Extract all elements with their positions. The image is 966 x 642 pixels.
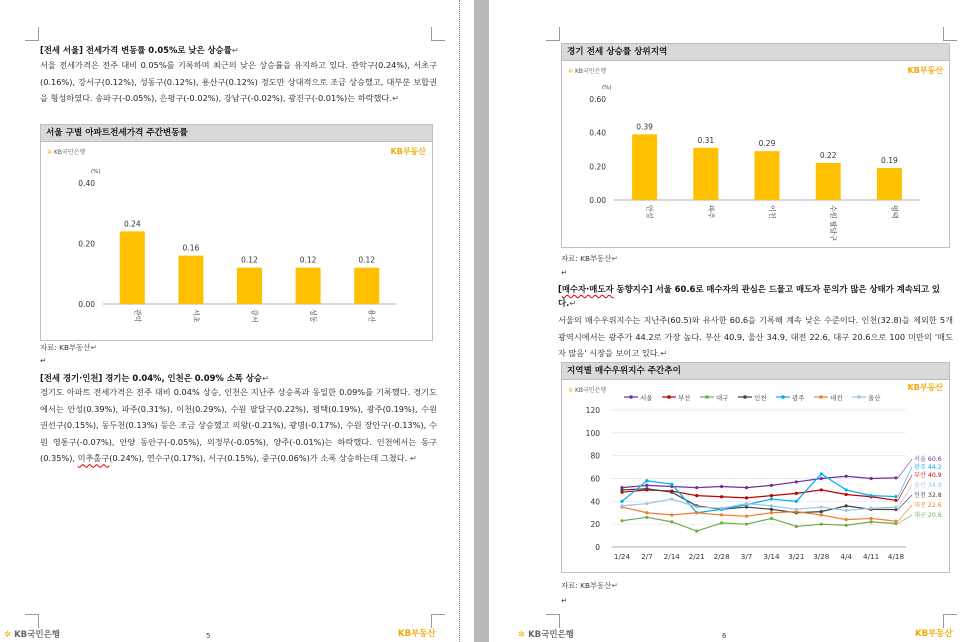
data-point (869, 494, 872, 497)
data-point (820, 513, 823, 516)
bar (354, 268, 379, 304)
section-heading-gyeonggi-incheon: [전세 경기·인천] 경기는 0.04%, 인천은 0.09% 소폭 상승↵ (40, 373, 270, 383)
bar-chart-gyeonggi (562, 62, 951, 248)
data-point (620, 504, 623, 507)
legend-marker (705, 395, 709, 399)
data-label: 0.12 (299, 255, 317, 265)
data-point (645, 479, 648, 482)
y-tick-label: 0.20 (78, 239, 95, 249)
data-point (845, 488, 848, 491)
y-tick-label: 0.40 (589, 128, 606, 138)
paragraph-text: 서울의 매수우위지수는 지난주(60.5)와 유사한 60.6을 기록해 계속 낮은 수준이다. 인천(32.8)을 제외한 5개 광역시에서는 광주가 44.2로 가장 높다. 부산 40.9, 울산 34.9, 대전 22.6, 대구 20.6으로 100 미만의 '매도자 많음' 시장을 보이고 있다. (558, 315, 953, 359)
data-label: 0.12 (241, 255, 258, 265)
legend-label: 서울 (640, 394, 653, 402)
data-point (820, 523, 823, 526)
x-tick-label: 성동 (309, 309, 318, 323)
legend-marker (667, 395, 671, 399)
data-point (845, 524, 848, 527)
data-point (670, 520, 673, 523)
chart-source: 자료: KB부동산↵ (40, 343, 97, 352)
crop-mark (431, 614, 445, 628)
data-point (645, 511, 648, 514)
legend-marker (781, 395, 785, 399)
paragraph-text: 경기도 아파트 전세가격은 전주 대비 0.04% 상승, 인천은 지난주 상승폭과 동일한 0.09%를 기록했다. 경기도에서는 안성(0.39%), 파주(0.31%), 이천(0.29%), 수원 팔달구(0.22%), 평택(0.19%), 광주(0.19%), 수원 권선구(0.15%), 동두천(0.13%) 등은 조금 상승했고 의왕(-0.21%), 광명(-0.17%), 수원 장안구(-0.13%), 수원 영통구(-0.07%), 안양 동안구(-0.05%), 의정부(-0.05%), 양주(-0.01%)는 하락했다. 인천에서는 동구(0.35%), (40, 387, 437, 464)
leader-line (898, 515, 912, 523)
kb-realestate-logo: KB부동산 (390, 147, 426, 156)
footer-kb-bank: ✲ KB국민은행 (518, 630, 575, 640)
x-tick-label: 파주 (706, 205, 715, 219)
data-point (770, 494, 773, 497)
data-point (645, 516, 648, 519)
y-tick-label: 0 (595, 543, 600, 552)
leader-line (898, 467, 912, 497)
paragraph-text: 서울 전세가격은 전주 대비 0.05%를 기록하며 최근의 낮은 상승률을 유지하고 있다. 관악구(0.24%), 서초구(0.16%), 강서구(0.12%), 성동구(0.12%), 용산구(0.12%) 정도만 상대적으로 조금 상승했고, 대부분 보합권을 형성하였다. 송파구(-0.05%), 은평구(-0.02%), 강남구(-0.02%), 광진구(-0.01%)는 하락했다. (40, 60, 437, 104)
y-tick-label: 60 (590, 474, 600, 484)
legend-label: 인천 (754, 394, 767, 402)
chart-box-seoul-gu (40, 124, 433, 341)
data-point (894, 476, 897, 479)
data-point (795, 480, 798, 483)
data-point (645, 484, 648, 487)
crop-mark (943, 614, 957, 628)
data-point (745, 502, 748, 505)
chart-source-text: 자료: KB부동산 (561, 254, 612, 263)
bar (755, 151, 780, 200)
series-end-label: 광주 44.2 (914, 464, 942, 471)
kb-realestate-logo: KB부동산 (907, 383, 943, 392)
spellcheck-word: 미추홀구 (77, 453, 110, 464)
data-point (770, 517, 773, 520)
data-point (670, 513, 673, 516)
legend-label: 대구 (716, 394, 729, 402)
data-point (695, 505, 698, 508)
y-axis-unit: (%) (91, 169, 101, 175)
y-tick-label: 80 (590, 451, 600, 461)
data-point (820, 472, 823, 475)
data-point (845, 493, 848, 496)
chart-title: 서울 구별 아파트전세가격 주간변동률 (41, 125, 432, 142)
crop-mark (546, 614, 560, 628)
y-tick-label: 0.20 (589, 162, 606, 172)
paragraph-gyeonggi-incheon: 경기도 아파트 전세가격은 전주 대비 0.04% 상승, 인천은 지난주 상승폭과 동일한 0.09%를 기록했다. 경기도에서는 안성(0.39%), 파주(0.31%), 이천(0.29%), 수원 팔달구(0.22%), 평택(0.19%), 광주(0.19%), 수원 권선구(0.15%), 동두천(0.13%) 등은 조금 상승했고 의왕(-0.21%), 광명(-0.17%), 수원 장안구(-0.13%), 수원 영통구(-0.07%), 안양 동안구(-0.05%), 의정부(-0.05%), 양주(-0.01%)는 하락했다. 인천에서는 동구(0.35%), 미추홀구(0.24%), 연수구(0.17%), 서구(0.15%), 중구(0.06%)가 소폭 상승하는데 그쳤다. ↵ (40, 387, 437, 464)
x-tick-label: 2/21 (688, 552, 705, 561)
x-tick-label: 안성 (645, 205, 654, 219)
x-tick-label: 1/24 (613, 552, 631, 561)
data-point (695, 511, 698, 514)
data-point (894, 520, 897, 523)
data-point (745, 486, 748, 489)
data-point (869, 477, 872, 480)
data-point (645, 502, 648, 505)
x-tick-label: 평택 (890, 205, 899, 219)
data-label: 0.39 (636, 122, 653, 132)
x-tick-label: 4/18 (887, 552, 905, 561)
data-point (795, 492, 798, 495)
data-point (820, 510, 823, 513)
data-point (770, 508, 773, 511)
x-tick-label: 4/11 (863, 552, 880, 561)
chart-source-text: 자료: KB부동산 (561, 581, 612, 590)
legend-marker (629, 395, 633, 399)
data-point (720, 495, 723, 498)
footer-kb-brand: KB부동산 (398, 629, 436, 639)
kb-realestate-logo: KB부동산 (907, 66, 943, 75)
y-tick-label: 0.60 (589, 95, 606, 104)
bar (237, 268, 262, 304)
data-point (720, 513, 723, 516)
data-point (670, 483, 673, 486)
kb-bank-logo: ✲ KB국민은행 (568, 387, 607, 394)
series-line (622, 476, 896, 487)
data-point (745, 496, 748, 499)
heading-prefix: [ (558, 284, 562, 294)
spellcheck-word: 매수자·매도자 (561, 284, 614, 294)
data-point (820, 488, 823, 491)
paragraph-mark: ↵ (561, 268, 568, 277)
y-tick-label: 40 (590, 497, 600, 507)
data-point (695, 494, 698, 497)
x-tick-label: 서초 (191, 309, 200, 323)
page-number: 5 (206, 632, 211, 640)
y-tick-label: 120 (585, 406, 600, 415)
data-point (869, 507, 872, 510)
paragraph-mark: ↵ (391, 93, 399, 104)
data-label: 0.29 (758, 139, 776, 149)
data-point (620, 488, 623, 491)
data-label: 0.31 (697, 135, 715, 145)
data-point (894, 495, 897, 498)
x-tick-label: 3/28 (813, 552, 830, 561)
heading-text: 동향지수] 서울 60.6로 매수자의 관심은 드물고 매도자 문의가 많은 상태가 계속되고 있다. (558, 284, 941, 308)
chart-title: 경기 전세 상승률 상위지역 (562, 44, 949, 61)
chart-source-text: 자료: KB부동산 (40, 343, 91, 352)
data-point (820, 505, 823, 508)
series-end-label: 대전 22.6 (914, 502, 942, 509)
bar (693, 148, 718, 200)
kb-bank-logo-text: KB국민은행 (574, 68, 607, 75)
paragraph-mark: ↵ (40, 356, 47, 365)
footer-kb-bank: ✲ KB국민은행 (4, 630, 61, 640)
data-point (770, 484, 773, 487)
crop-mark (943, 27, 957, 41)
x-tick-label: 2/7 (641, 552, 653, 561)
crop-mark (25, 27, 39, 41)
data-label: 0.24 (123, 219, 141, 229)
paragraph-seoul-jeonse (40, 57, 437, 107)
legend-label: 부산 (678, 394, 691, 402)
heading-text: [전세 경기·인천] 경기는 0.04%, 인천은 0.09% 소폭 상승 (40, 373, 262, 383)
bar-chart-seoul-gu (41, 143, 434, 341)
data-point (820, 477, 823, 480)
series-end-label: 부산 40.9 (914, 472, 942, 479)
x-tick-label: 강서 (250, 309, 259, 323)
page-break-line (459, 0, 460, 642)
chart-source: 자료: KB부동산↵ (561, 254, 618, 263)
series-end-label: 대구 20.6 (914, 512, 942, 519)
data-point (869, 517, 872, 520)
series-end-label: 인천 32.8 (914, 492, 942, 499)
x-tick-label: 3/21 (788, 552, 805, 561)
data-point (845, 504, 848, 507)
data-point (745, 515, 748, 518)
y-tick-label: 20 (590, 520, 600, 530)
bar (632, 134, 657, 200)
footer-kb-bank-text: KB국민은행 (528, 630, 575, 640)
bar (178, 256, 203, 304)
x-tick-label: 이천 (768, 205, 776, 219)
kb-bank-logo: ✲ KB국민은행 (47, 149, 86, 156)
chart-box-gyeonggi (561, 43, 950, 248)
data-point (795, 525, 798, 528)
x-tick-label: 관악 (133, 309, 142, 323)
chart-box-buyer-index (561, 362, 950, 573)
kb-bank-logo: ✲ KB국민은행 (568, 68, 607, 75)
section-heading-buyer-seller: [매수자·매도자 동향지수] 서울 60.6로 매수자의 관심은 드물고 매도자 문의가 많은 상태가 계속되고 있다.↵ (558, 284, 941, 308)
kb-bank-logo-text: KB국민은행 (574, 387, 607, 394)
leader-line (898, 459, 912, 478)
data-point (894, 499, 897, 502)
x-tick-label: 2/14 (663, 552, 680, 561)
crop-mark (431, 27, 445, 41)
legend-marker (743, 395, 747, 399)
crop-mark (546, 27, 560, 41)
y-axis-unit: (%) (602, 85, 612, 91)
heading-text: [전세 서울] 전세가격 변동률 0.05%로 낮은 상승률 (40, 45, 232, 55)
data-point (770, 497, 773, 500)
data-point (620, 500, 623, 503)
line-chart-buyer-index (562, 381, 951, 573)
data-label: 0.19 (881, 156, 898, 166)
data-label: 0.22 (819, 150, 837, 160)
crop-mark (25, 614, 39, 628)
legend-label: 광주 (792, 394, 805, 402)
data-point (795, 508, 798, 511)
data-point (620, 519, 623, 522)
section-heading-seoul-jeonse (40, 44, 440, 56)
data-point (845, 518, 848, 521)
y-tick-label: 100 (585, 428, 600, 438)
legend-label: 대전 (830, 394, 843, 402)
legend-label: 울산 (868, 394, 881, 402)
data-point (695, 529, 698, 532)
paragraph-text: (0.24%), 연수구(0.17%), 서구(0.15%), 중구(0.06%)가 소폭 상승하는데 그쳤다. (109, 453, 408, 464)
series-end-label: 울산 34.9 (914, 482, 942, 489)
x-tick-label: 2/28 (713, 552, 730, 561)
data-point (720, 521, 723, 524)
y-tick-label: 0.40 (78, 179, 95, 188)
kb-bank-logo-text: KB국민은행 (53, 149, 86, 156)
data-label: 0.12 (358, 255, 376, 265)
x-tick-label: 4/4 (840, 552, 852, 561)
bar (816, 163, 841, 200)
data-point (770, 511, 773, 514)
paragraph-mark: ↵ (561, 596, 568, 605)
data-point (869, 520, 872, 523)
bar (120, 231, 145, 304)
x-tick-label: 용산 (367, 309, 376, 323)
paragraph-buyer-index: 서울의 매수우위지수는 지난주(60.5)와 유사한 60.6을 기록해 계속 낮은 수준이다. 인천(32.8)을 제외한 5개 광역시에서는 광주가 44.2로 가장 높다. 부산 40.9, 울산 34.9, 대전 22.6, 대구 20.6으로 100 미만의 '매도자 많음' 시장을 보이고 있다.↵ (558, 315, 953, 359)
page-number: 6 (722, 632, 727, 640)
data-point (795, 500, 798, 503)
legend-marker (819, 395, 823, 399)
data-point (720, 485, 723, 488)
x-tick-label: 수원 팔달구 (829, 205, 838, 242)
data-point (845, 509, 848, 512)
footer-kb-bank-text: KB국민은행 (14, 630, 61, 640)
y-tick-label: 0.00 (78, 300, 95, 309)
x-tick-label: 3/14 (763, 552, 780, 561)
series-end-label: 서울 60.6 (914, 456, 942, 463)
data-point (845, 475, 848, 478)
data-label: 0.16 (182, 243, 200, 253)
chart-source: 자료: KB부동산↵ (561, 581, 618, 590)
legend-marker (857, 395, 861, 399)
data-point (745, 523, 748, 526)
y-tick-label: 0.00 (589, 196, 606, 205)
page-gap (474, 0, 489, 642)
chart-title: 지역별 매수우위지수 주간추이 (562, 363, 949, 380)
data-point (894, 506, 897, 509)
data-point (670, 491, 673, 494)
footer-kb-brand: KB부동산 (915, 629, 953, 639)
bar (296, 268, 321, 304)
data-point (770, 504, 773, 507)
data-point (670, 497, 673, 500)
data-point (645, 487, 648, 490)
paragraph-mark: ↵ (231, 45, 239, 55)
data-point (695, 486, 698, 489)
x-tick-label: 3/7 (740, 552, 753, 561)
data-point (720, 507, 723, 510)
bar (877, 168, 902, 200)
